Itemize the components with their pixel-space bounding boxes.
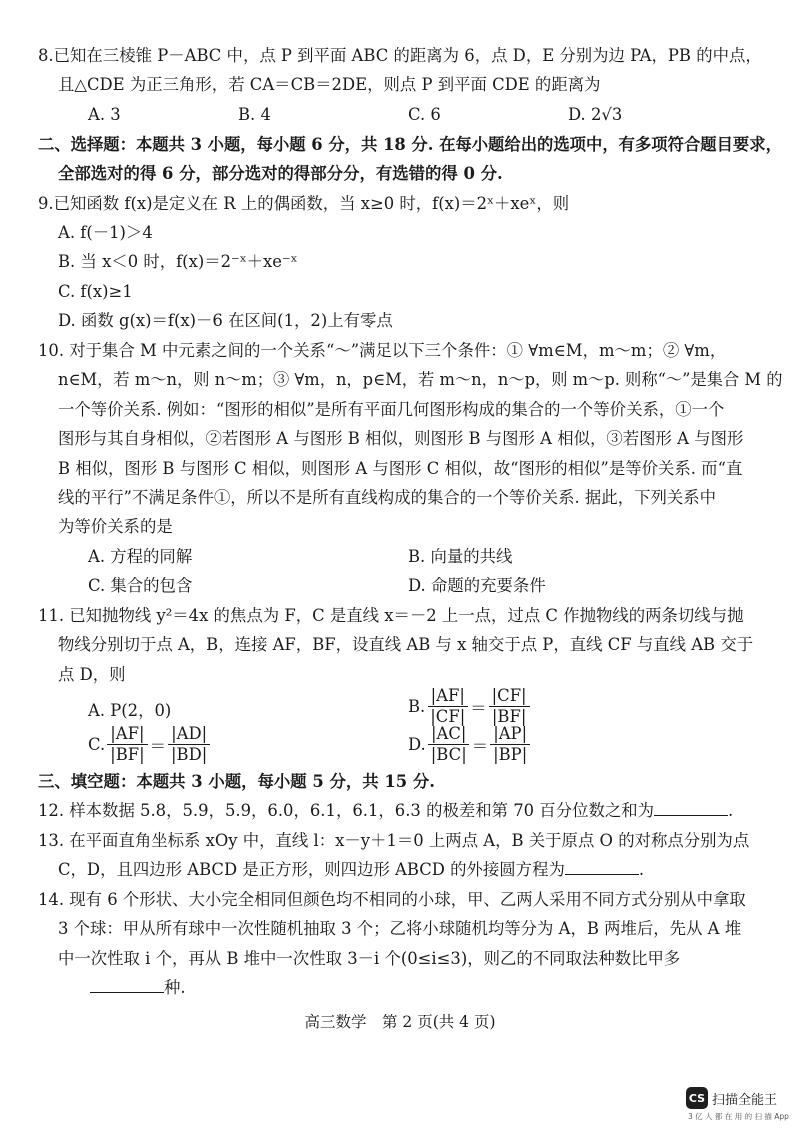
page-footer: 高三数学 第 2 页(共 4 页): [304, 1013, 496, 1031]
section-2-heading: 二、选择题：本题共 3 小题，每小题 6 分，共 18 分. 在每小题给出的选项中，有多项符合题目要求，: [38, 135, 782, 154]
q10-option-d: D. 命题的充要条件: [408, 576, 546, 595]
q10-line-5: B 相似，图形 B 与图形 C 相似，则图形 A 与图形 C 相似，故“图形的相似”是等价关系. 而“直: [58, 459, 743, 478]
q11-option-c-label: C.: [88, 735, 106, 754]
equals-sign: ＝: [149, 736, 167, 756]
q9-option-a: A. f(－1)＞4: [58, 223, 153, 242]
q11-line-1: 11. 已知抛物线 y²＝4x 的焦点为 F，C 是直线 x＝－2 上一点，过点 C 作抛物线的两条切线与抛: [38, 606, 744, 625]
q13-line-1: 13. 在平面直角坐标系 xOy 中，直线 l：x－y＋1＝0 上两点 A，B 关于原点 O 的对称点分别为点: [38, 831, 750, 850]
q14-line-2: 3 个球：甲从所有球中一次性随机抽取 3 个；乙将小球随机均等分为 A，B 两堆后，先从 A 堆: [58, 919, 742, 938]
q10-option-a: A. 方程的同解: [88, 547, 193, 566]
q8-option-d: D. 2√3: [568, 105, 623, 124]
q10-line-1: 10. 对于集合 M 中元素之间的一个关系“～”满足以下三个条件：① ∀m∈M，m～m；② ∀m，: [38, 341, 727, 360]
fraction: [490, 724, 530, 765]
camscanner-icon: CS: [686, 1087, 708, 1109]
scanner-app-name: 扫描全能王: [712, 1092, 778, 1108]
q11-line-2: 物线分别切于点 A，B，连接 AF，BF，设直线 AB 与 x 轴交于点 P，直线 CF 与直线 AB 交于: [58, 635, 754, 654]
q10-line-2: n∈M，若 m～n，则 n～m；③ ∀m，n，p∈M，若 m～n，n～p，则 m～p. 则称“～”是集合 M 的: [58, 370, 783, 389]
equals-sign: ＝: [471, 736, 489, 756]
q8-line-1: 8.已知在三棱锥 P－ABC 中，点 P 到平面 ABC 的距离为 6，点 D，E 分别为边 PA，PB 的中点，: [38, 46, 762, 65]
section-3-heading: 三、填空题：本题共 3 小题，每小题 5 分，共 15 分.: [38, 772, 435, 791]
q11-option-b-label: B.: [408, 697, 426, 716]
fraction-numerator: |AF|: [428, 686, 468, 707]
q8-option-b: B. 4: [238, 105, 271, 124]
fraction-denominator: |BC|: [430, 745, 467, 764]
answer-blank: [90, 976, 164, 993]
q14-tail: 种.: [164, 978, 186, 997]
q9-option-d: D. 函数 g(x)＝f(x)－6 在区间(1，2)上有零点: [58, 311, 393, 330]
fraction: [489, 686, 530, 727]
q13-line-2: [58, 858, 644, 882]
q8-option-c: C. 6: [408, 105, 441, 124]
fraction: [107, 724, 147, 765]
answer-blank: [565, 858, 639, 875]
fraction-denominator: |BD|: [171, 745, 208, 764]
q10-option-b: B. 向量的共线: [408, 547, 513, 566]
fraction-denominator: |BF|: [491, 707, 527, 726]
q10-line-3: 一个等价关系. 例如：“图形的相似”是所有平面几何图形构成的集合的一个等价关系，①一个: [58, 400, 725, 419]
q9-option-b: B. 当 x＜0 时，f(x)＝2⁻ˣ＋xe⁻ˣ: [58, 252, 298, 271]
q11-option-c: [88, 724, 212, 765]
fraction-numerator: |AD|: [168, 724, 210, 745]
q9-stem: 9.已知函数 f(x)是定义在 R 上的偶函数，当 x≥0 时，f(x)＝2ˣ＋xeˣ，则: [38, 194, 570, 213]
scanner-tagline: 3 亿 人 都 在 用 的 扫 描 App: [688, 1112, 789, 1121]
fraction: [168, 724, 210, 765]
q14-line-3: 中一次性取 i 个，再从 B 堆中一次性取 3－i 个(0≤i≤3)，则乙的不同取法种数比甲多: [58, 949, 681, 968]
fraction: [428, 724, 470, 765]
q10-option-c: C. 集合的包含: [88, 576, 193, 595]
section-2-line-2: 全部选对的得 6 分，部分选对的得部分分，有选错的得 0 分.: [58, 164, 503, 183]
q12-line: [38, 799, 733, 823]
q11-option-b: [408, 686, 532, 727]
q10-line-6: 线的平行”不满足条件①，所以不是所有直线构成的集合的一个等价关系. 据此，下列关系中: [58, 488, 717, 507]
fraction-denominator: |BF|: [110, 745, 145, 764]
answer-blank: [654, 799, 728, 816]
q8-line-2: 且△CDE 为正三角形，若 CA＝CB＝2DE，则点 P 到平面 CDE 的距离为: [58, 75, 601, 94]
q10-line-7: 为等价关系的是: [58, 517, 173, 536]
fraction: [427, 686, 468, 727]
q12-tail: .: [728, 801, 734, 820]
q12-text: 12. 样本数据 5.8，5.9，5.9，6.0，6.1，6.1，6.3 的极差和第 70 百分位数之和为: [38, 801, 655, 820]
fraction-numerator: |AC|: [428, 724, 469, 745]
q9-option-c: C. f(x)≥1: [58, 282, 133, 301]
q13-tail: .: [638, 860, 645, 879]
q10-line-4: 图形与其自身相似，②若图形 A 与图形 B 相似，则图形 B 与图形 A 相似，③若图形 A 与图形: [58, 429, 744, 448]
q11-line-3: 点 D，则: [58, 665, 126, 684]
q14-line-4: [90, 976, 186, 1000]
q8-option-a: A. 3: [88, 105, 121, 124]
fraction-numerator: |AF|: [107, 724, 147, 745]
scanner-logo: [686, 1087, 777, 1109]
q11-option-d-label: D.: [408, 735, 426, 754]
q11-option-d: [408, 724, 532, 765]
q14-line-1: 14. 现有 6 个形状、大小完全相同但颜色均不相同的小球，甲、乙两人采用不同方式分别从中拿取: [38, 890, 746, 909]
fraction-numerator: |CF|: [489, 686, 530, 707]
equals-sign: ＝: [470, 698, 487, 718]
fraction-denominator: |CF|: [430, 707, 466, 726]
q11-option-a: A. P(2，0): [88, 701, 172, 720]
fraction-numerator: |AP|: [490, 724, 530, 745]
q13-text: C，D，且四边形 ABCD 是正方形，则四边形 ABCD 的外接圆方程为: [58, 860, 565, 879]
fraction-denominator: |BP|: [493, 745, 528, 764]
